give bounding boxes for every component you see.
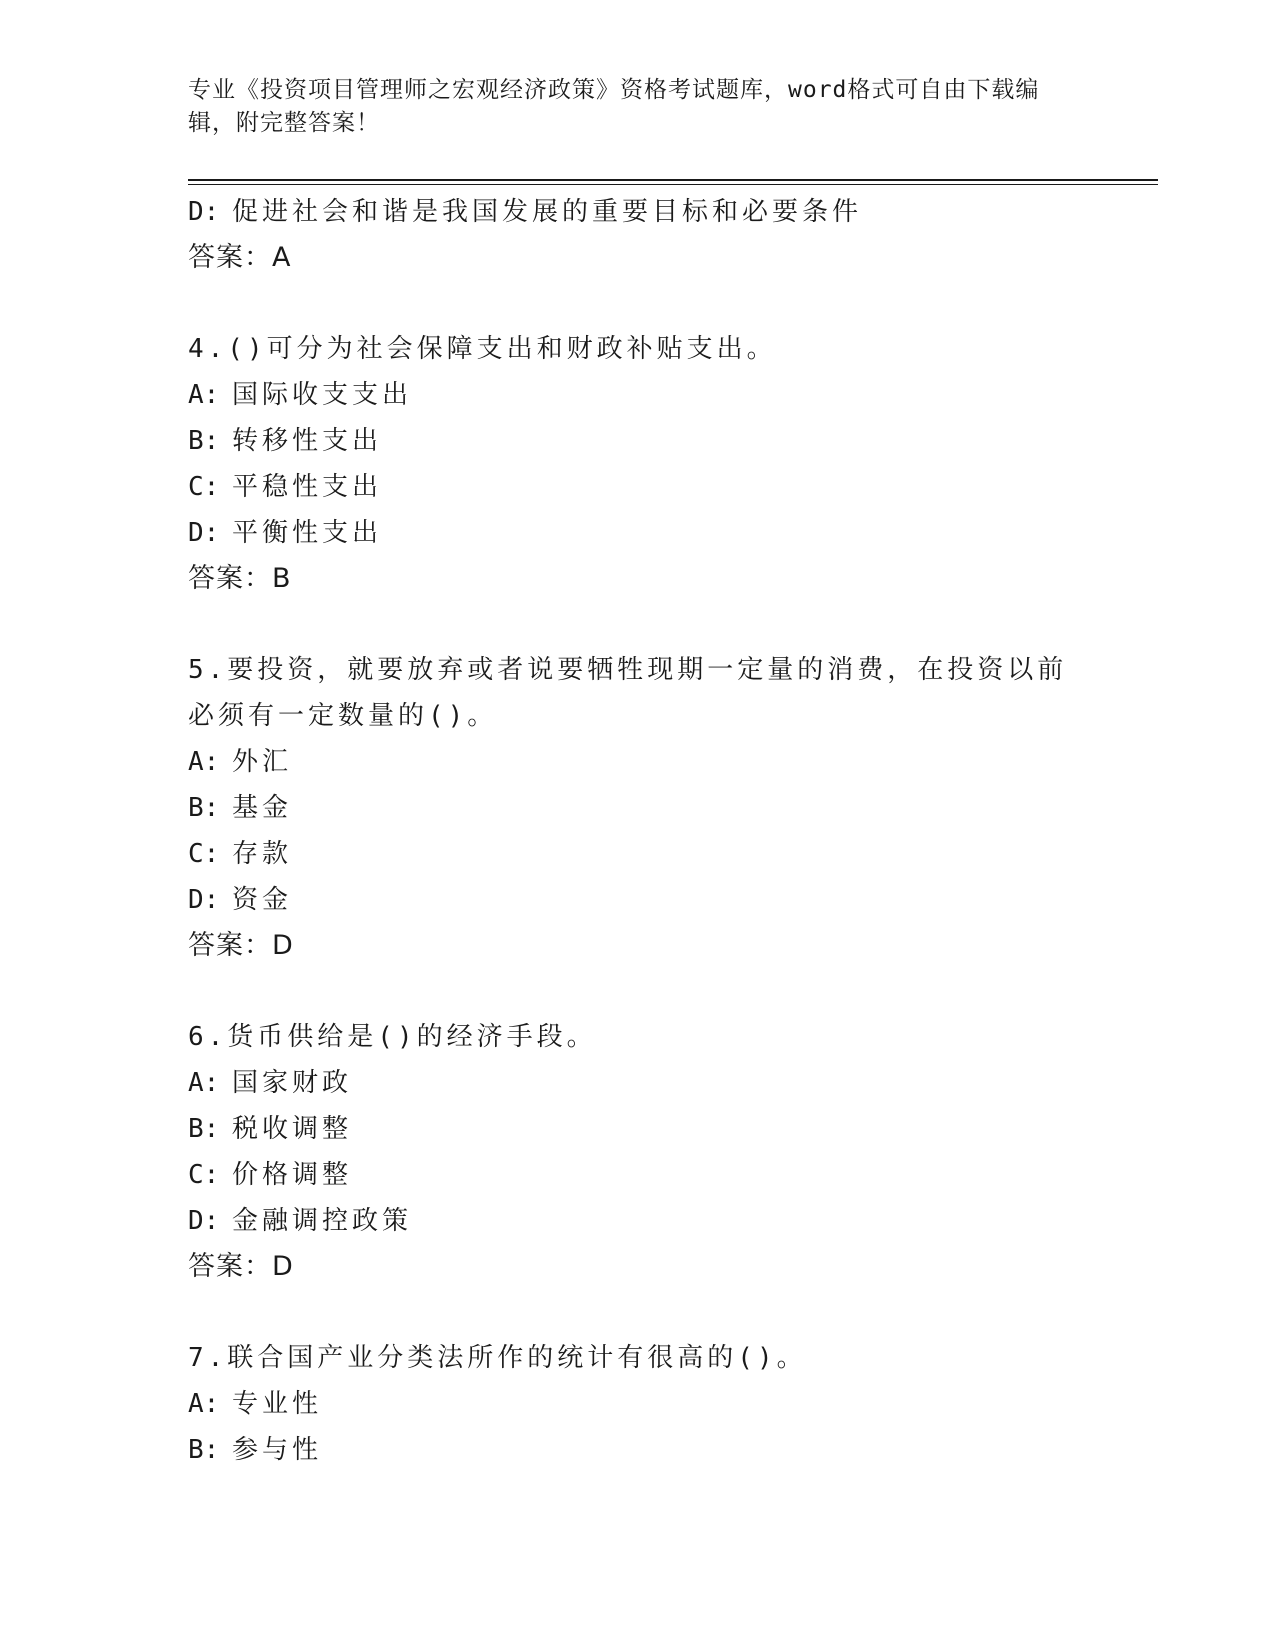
option-letter: B: (188, 793, 220, 823)
option-letter: A: (188, 1068, 220, 1098)
option-d (188, 1198, 1088, 1244)
option-b (188, 1427, 1088, 1473)
option-letter: A: (188, 380, 220, 410)
option-letter: C: (188, 472, 220, 502)
document-header: 专业《投资项目管理师之宏观经济政策》资格考试题库，word格式可自由下载编辑，附完整答案！ (188, 77, 1040, 136)
option-c (188, 1152, 1088, 1198)
option-text: 转移性支出 (232, 426, 383, 456)
question-5-text: 5.要投资，就要放弃或者说要牺牲现期一定量的消费，在投资以前必须有一定数量的()。 (188, 655, 1068, 731)
question-7-text: 7.联合国产业分类法所作的统计有很高的()。 (188, 1343, 807, 1373)
option-letter: B: (188, 1114, 220, 1144)
option-text: 促进社会和谐是我国发展的重要目标和必要条件 (232, 197, 863, 227)
option-a (188, 372, 1088, 418)
option-letter: B: (188, 1435, 220, 1465)
option-letter: D: (188, 885, 220, 915)
option-text: 金融调控政策 (232, 1206, 413, 1236)
option-b (188, 418, 1088, 464)
option-text: 基金 (232, 793, 293, 823)
option-text: 专业性 (232, 1389, 323, 1419)
option-text: 国家财政 (232, 1068, 353, 1098)
option-letter: C: (188, 839, 220, 869)
answer-line: 答案：D (188, 930, 294, 961)
option-d (188, 877, 1088, 923)
option-letter: D: (188, 197, 220, 227)
question-6-text: 6.货币供给是()的经济手段。 (188, 1022, 597, 1052)
answer-line: 答案：D (188, 1251, 294, 1282)
option-a (188, 739, 1088, 785)
header-divider-thin (188, 184, 1158, 185)
option-letter: A: (188, 1389, 220, 1419)
option-letter: D: (188, 1206, 220, 1236)
option-d (188, 189, 1088, 235)
header-divider-thick (188, 179, 1158, 181)
option-letter: A: (188, 747, 220, 777)
option-a (188, 1060, 1088, 1106)
option-letter: C: (188, 1160, 220, 1190)
option-text: 资金 (232, 885, 293, 915)
option-text: 税收调整 (232, 1114, 353, 1144)
option-b (188, 785, 1088, 831)
question-content (188, 189, 1088, 1473)
option-c (188, 464, 1088, 510)
option-text: 平稳性支出 (232, 472, 383, 502)
option-text: 价格调整 (232, 1160, 353, 1190)
option-letter: D: (188, 518, 220, 548)
option-letter: B: (188, 426, 220, 456)
option-text: 国际收支支出 (232, 380, 413, 410)
option-text: 存款 (232, 839, 293, 869)
option-text: 外汇 (232, 747, 293, 777)
option-a (188, 1381, 1088, 1427)
option-text: 平衡性支出 (232, 518, 383, 548)
option-text: 参与性 (232, 1435, 323, 1465)
option-b (188, 1106, 1088, 1152)
answer-line: 答案：B (188, 563, 292, 594)
option-c (188, 831, 1088, 877)
question-4-text: 4.()可分为社会保障支出和财政补贴支出。 (188, 334, 777, 364)
option-d (188, 510, 1088, 556)
answer-line: 答案：A (188, 242, 292, 273)
